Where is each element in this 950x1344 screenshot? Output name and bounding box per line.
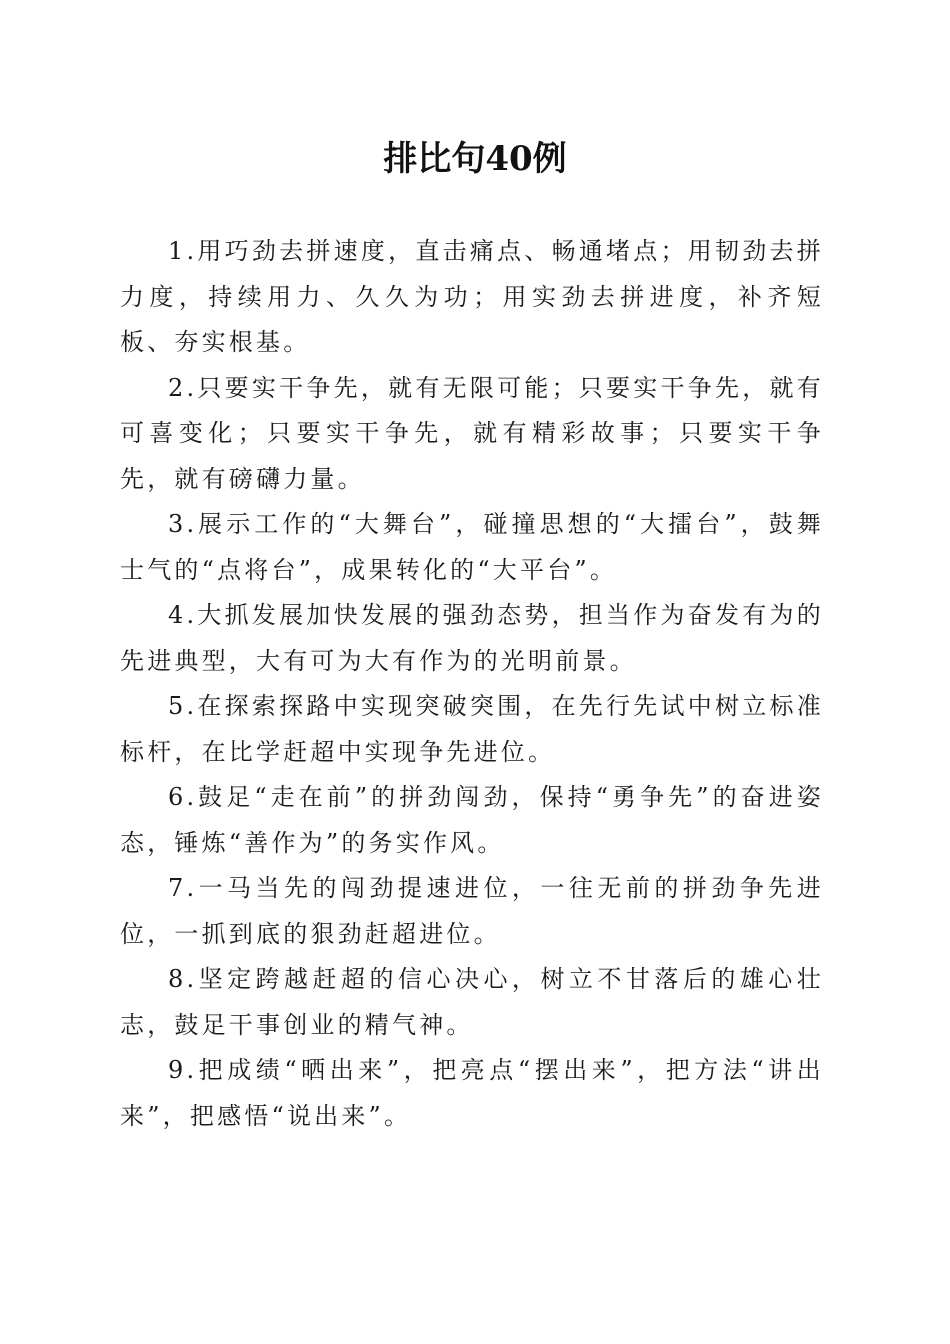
document-body [120, 229, 824, 1139]
paragraph-7: 7.一马当先的闯劲提速进位，一往无前的拼劲争先进位，一抓到底的狠劲赶超进位。 [120, 874, 824, 948]
paragraph-3: 3.展示工作的“大舞台”，碰撞思想的“大擂台”，鼓舞士气的“点将台”，成果转化的“大平台”。 [120, 510, 824, 584]
paragraph-5: 5.在探索探路中实现突破突围，在先行先试中树立标准标杆，在比学赶超中实现争先进位。 [120, 692, 824, 766]
paragraph-4: 4.大抓发展加快发展的强劲态势，担当作为奋发有为的先进典型，大有可为大有作为的光明前景。 [120, 601, 824, 675]
paragraph-2: 2.只要实干争先，就有无限可能；只要实干争先，就有可喜变化；只要实干争先，就有精彩故事；只要实干争先，就有磅礴力量。 [120, 373, 824, 493]
paragraph-9: 9.把成绩“晒出来”，把亮点“摆出来”，把方法“讲出来”，把感悟“说出来”。 [120, 1056, 824, 1130]
paragraph-1: 1.用巧劲去拼速度，直击痛点、畅通堵点；用韧劲去拼力度，持续用力、久久为功；用实劲去拼进度，补齐短板、夯实根基。 [120, 237, 824, 356]
document-title: 排比句40例 [383, 139, 567, 179]
paragraph-6: 6.鼓足“走在前”的拼劲闯劲，保持“勇争先”的奋进姿态，锤炼“善作为”的务实作风。 [120, 783, 824, 857]
paragraph-8: 8.坚定跨越赶超的信心决心，树立不甘落后的雄心壮志，鼓足干事创业的精气神。 [120, 965, 824, 1039]
